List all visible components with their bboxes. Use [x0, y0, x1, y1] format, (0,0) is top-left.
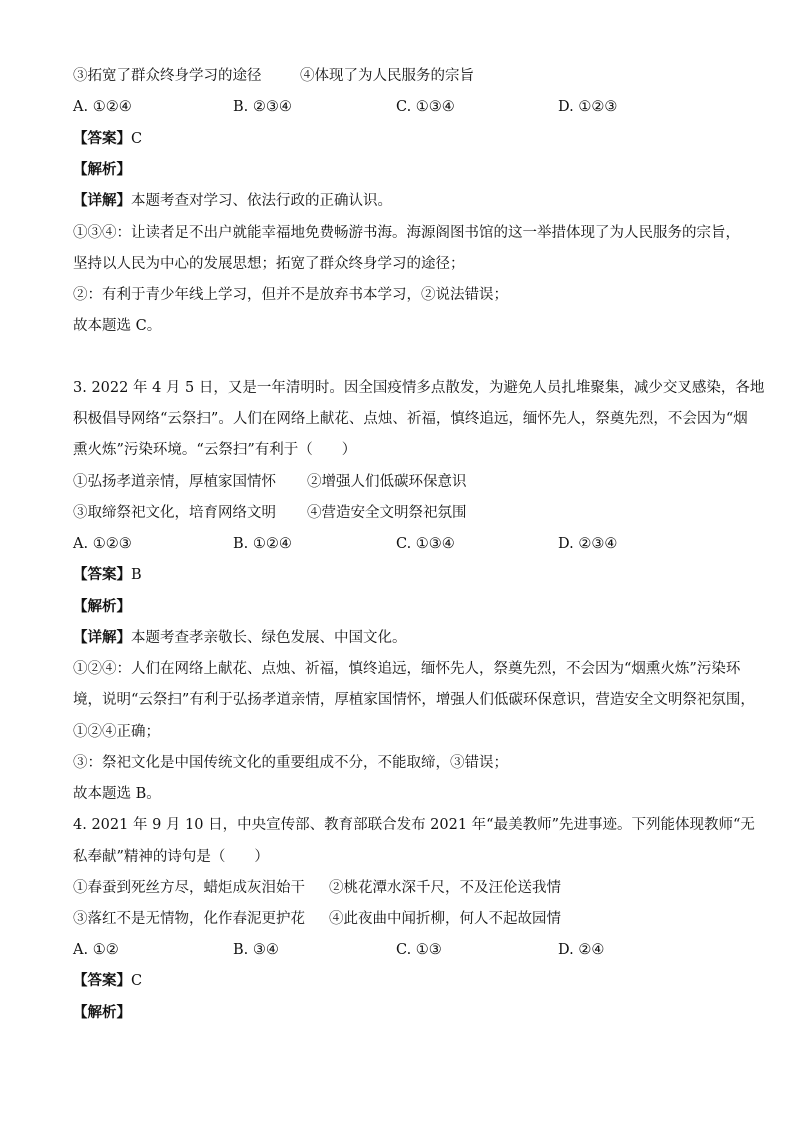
- q4-choice-d: D. ②④: [558, 942, 605, 958]
- answer-value: C: [131, 973, 143, 989]
- q4-stem-line-1: 4. 2021 年 9 月 10 日，中央宣传部、教育部联合发布 2021 年“最美教师”先进事迹。下列能体现教师“无: [73, 817, 755, 833]
- answer-value: B: [131, 567, 142, 583]
- q4-choice-a: A. ①②: [73, 942, 119, 958]
- q2-answer: [73, 129, 142, 149]
- q3-statement-1: ①弘扬孝道亲情，厚植家国情怀: [73, 474, 276, 490]
- q2-choice-c: C. ①③④: [396, 99, 455, 115]
- q2-choice-b: B. ②③④: [233, 99, 292, 115]
- q4-statement-3: ③落红不是无情物，化作春泥更护花: [73, 911, 305, 927]
- q3-analysis-tag: 【解析】: [73, 598, 131, 615]
- q3-stem-line-2: 积极倡导网络“云祭扫”。人们在网络上献花、点烛、祈福，慎终追远，缅怀先人，祭奠先烈，不会因为“烟: [73, 411, 748, 427]
- q4-choice-c: C. ①③: [396, 942, 442, 958]
- q3-statement-2: ②增强人们低碳环保意识: [307, 474, 467, 490]
- answer-tag: 【答案】: [73, 130, 131, 147]
- q2-choice-d: D. ①②③: [558, 99, 618, 115]
- q4-choice-b: B. ③④: [233, 942, 279, 958]
- q2-detail: [73, 191, 392, 211]
- detail-text: 本题考查孝亲敬长、绿色发展、中国文化。: [131, 630, 407, 646]
- q3-statement-3: ③取缔祭祀文化，培育网络文明: [73, 505, 276, 521]
- q4-answer: [73, 971, 142, 991]
- q4-statement-1: ①春蚕到死丝方尽，蜡炬成灰泪始干: [73, 880, 305, 896]
- q4-statement-2: ②桃花潭水深千尺，不及汪伦送我情: [329, 880, 561, 896]
- q3-statement-4: ④营造安全文明祭祀氛围: [307, 505, 467, 521]
- q3-answer: [73, 565, 142, 585]
- answer-tag: 【答案】: [73, 566, 131, 583]
- q3-conclusion: 故本题选 B。: [73, 786, 161, 802]
- q4-statements-1-2: [73, 878, 561, 898]
- detail-tag: 【详解】: [73, 192, 131, 209]
- q2-analysis-tag: 【解析】: [73, 161, 131, 178]
- q4-statements-3-4: [73, 909, 561, 929]
- answer-value: C: [131, 131, 143, 147]
- q3-statements-3-4: [73, 503, 467, 523]
- q2-statement-3: ③拓宽了群众终身学习的途径: [73, 68, 262, 84]
- q2-choice-a: A. ①②④: [73, 99, 132, 115]
- q3-explanation-line-2: 境，说明“云祭扫”有利于弘扬孝道亲情，厚植家国情怀，增强人们低碳环保意识，营造安全文明祭祀氛围，: [73, 692, 755, 708]
- q3-choice-b: B. ①②④: [233, 536, 292, 552]
- q3-stem-line-3: 熏火炼”污染环境。“云祭扫”有利于（ ）: [73, 442, 357, 458]
- q3-explanation-line-3: ①②④正确；: [73, 724, 160, 740]
- answer-tag: 【答案】: [73, 972, 131, 989]
- q4-stem-line-2: 私奉献”精神的诗句是（ ）: [73, 849, 269, 865]
- q3-explanation-line-1: ①②④：人们在网络上献花、点烛、祈福，慎终追远，缅怀先人，祭奠先烈，不会因为“烟熏火炼”污染环: [73, 661, 741, 677]
- q4-statement-4: ④此夜曲中闻折柳，何人不起故园情: [329, 911, 561, 927]
- q2-explanation-line-2: 坚持以人民为中心的发展思想；拓宽了群众终身学习的途径；: [73, 256, 465, 272]
- q3-statements-1-2: [73, 472, 467, 492]
- q3-choice-d: D. ②③④: [558, 536, 618, 552]
- q2-explanation-line-3: ②：有利于青少年线上学习，但并不是放弃书本学习，②说法错误；: [73, 287, 508, 303]
- q3-choice-c: C. ①③④: [396, 536, 455, 552]
- q3-detail: [73, 628, 407, 648]
- q2-explanation-line-1: ①③④：让读者足不出户就能幸福地免费畅游书海。海源阁图书馆的这一举措体现了为人民服务的宗旨，: [73, 225, 740, 241]
- q4-analysis-tag: 【解析】: [73, 1004, 131, 1021]
- q2-statements-3-4: [73, 66, 474, 86]
- detail-tag: 【详解】: [73, 629, 131, 646]
- detail-text: 本题考查对学习、依法行政的正确认识。: [131, 193, 392, 209]
- q3-explanation-line-4: ③：祭祀文化是中国传统文化的重要组成不分，不能取缔，③错误；: [73, 755, 508, 771]
- q3-stem-line-1: 3. 2022 年 4 月 5 日，又是一年清明时。因全国疫情多点散发，为避免人员扎堆聚集，减少交叉感染，各地: [73, 380, 765, 396]
- q3-choice-a: A. ①②③: [73, 536, 132, 552]
- q2-conclusion: 故本题选 C。: [73, 318, 162, 334]
- q2-statement-4: ④体现了为人民服务的宗旨: [300, 68, 474, 84]
